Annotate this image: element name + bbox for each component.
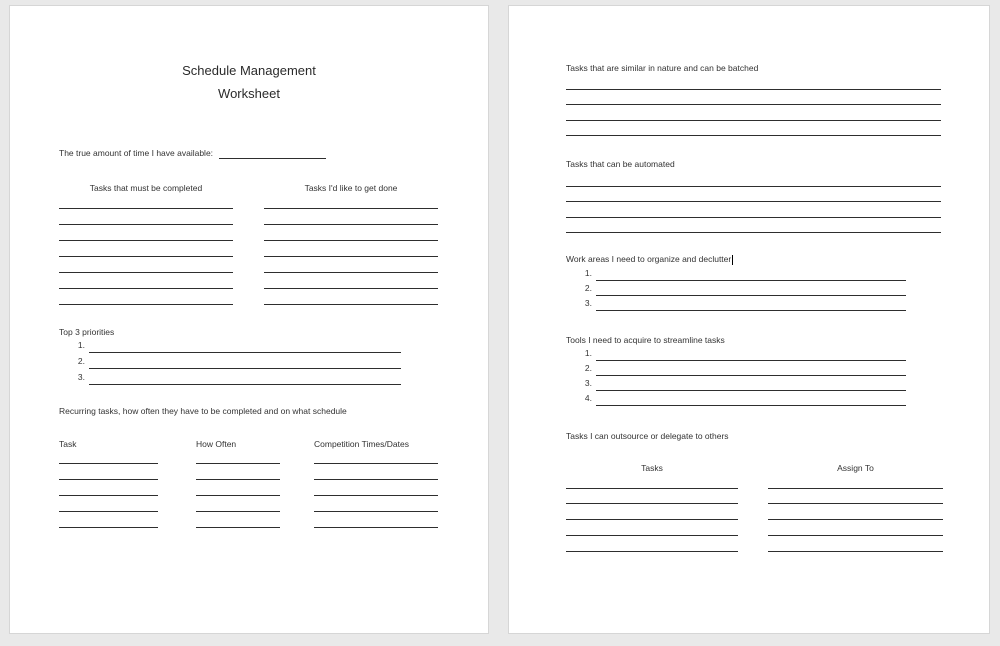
blank-line[interactable] [314, 464, 438, 480]
list-number: 2. [584, 283, 592, 293]
must-complete-lines [59, 193, 233, 305]
blank-line[interactable] [59, 257, 233, 273]
blank-line[interactable] [566, 473, 738, 489]
blank-line[interactable] [566, 171, 941, 187]
like-to-do-lines [264, 193, 438, 305]
blank-line[interactable] [196, 496, 280, 512]
page-2[interactable] [508, 5, 990, 634]
priority-item [74, 354, 401, 369]
blank-line[interactable] [264, 241, 438, 257]
recurring-col-header-how-often: How Often [196, 439, 237, 449]
declutter-item [581, 266, 906, 281]
time-available-row [59, 148, 326, 159]
blank-line[interactable] [264, 193, 438, 209]
list-number: 3. [584, 298, 592, 308]
blank-line[interactable] [59, 496, 158, 512]
document-title-line1: Schedule Management [182, 63, 316, 78]
outsource-col-header-assign-to: Assign To [837, 463, 874, 473]
recurring-times-lines [314, 448, 438, 528]
blank-line[interactable] [59, 512, 158, 528]
outsource-task-lines [566, 473, 738, 552]
blank-line[interactable] [59, 209, 233, 225]
blank-line[interactable] [264, 209, 438, 225]
blank-line[interactable] [768, 536, 943, 552]
blank-line[interactable] [566, 74, 941, 90]
outsource-assign-lines [768, 473, 943, 552]
must-complete-column-header: Tasks that must be completed [89, 183, 203, 193]
blank-line[interactable] [314, 480, 438, 496]
blank-line[interactable] [196, 464, 280, 480]
blank-line[interactable] [566, 489, 738, 505]
priority-item [74, 338, 401, 353]
like-to-do-column-header: Tasks I'd like to get done [304, 183, 398, 193]
recurring-col-header-completion: Competition Times/Dates [314, 439, 409, 449]
list-number: 3. [584, 378, 592, 388]
blank-line[interactable] [59, 241, 233, 257]
recurring-col-header-task: Task [59, 439, 77, 449]
tools-item [581, 361, 906, 376]
blank-line[interactable] [768, 520, 943, 536]
automated-tasks-header: Tasks that can be automated [566, 159, 675, 169]
blank-line[interactable] [596, 281, 906, 296]
blank-line[interactable] [566, 187, 941, 203]
priority-item [74, 370, 401, 385]
blank-line[interactable] [59, 193, 233, 209]
blank-line[interactable] [89, 370, 401, 385]
blank-line[interactable] [314, 496, 438, 512]
blank-line[interactable] [596, 376, 906, 391]
blank-line[interactable] [59, 273, 233, 289]
outsource-col-header-tasks: Tasks [641, 463, 663, 473]
list-number: 2. [77, 356, 85, 366]
list-number: 1. [77, 340, 85, 350]
time-available-blank-field[interactable] [219, 149, 326, 159]
blank-line[interactable] [196, 512, 280, 528]
list-number: 1. [584, 268, 592, 278]
list-number: 3. [77, 372, 85, 382]
blank-line[interactable] [566, 504, 738, 520]
priorities-header: Top 3 priorities [59, 327, 115, 337]
tools-header: Tools I need to acquire to streamline tasks [566, 335, 725, 345]
blank-line[interactable] [59, 480, 158, 496]
automated-tasks-lines [566, 171, 941, 233]
tools-item [581, 376, 906, 391]
tools-item [581, 346, 906, 361]
blank-line[interactable] [264, 289, 438, 305]
blank-line[interactable] [566, 202, 941, 218]
blank-line[interactable] [596, 266, 906, 281]
blank-line[interactable] [89, 354, 401, 369]
blank-line[interactable] [59, 289, 233, 305]
page-1[interactable] [9, 5, 489, 634]
blank-line[interactable] [566, 90, 941, 106]
blank-line[interactable] [566, 536, 738, 552]
outsource-header: Tasks I can outsource or delegate to others [566, 431, 729, 441]
declutter-item [581, 296, 906, 311]
blank-line[interactable] [596, 346, 906, 361]
blank-line[interactable] [264, 225, 438, 241]
blank-line[interactable] [566, 520, 738, 536]
text-cursor [732, 255, 733, 265]
blank-line[interactable] [264, 273, 438, 289]
list-number: 4. [584, 393, 592, 403]
recurring-task-lines [59, 448, 158, 528]
blank-line[interactable] [314, 448, 438, 464]
list-number: 2. [584, 363, 592, 373]
blank-line[interactable] [768, 473, 943, 489]
blank-line[interactable] [314, 512, 438, 528]
blank-line[interactable] [89, 338, 401, 353]
blank-line[interactable] [59, 464, 158, 480]
blank-line[interactable] [596, 296, 906, 311]
blank-line[interactable] [596, 391, 906, 406]
blank-line[interactable] [264, 257, 438, 273]
blank-line[interactable] [566, 121, 941, 137]
batched-tasks-lines [566, 74, 941, 136]
list-number: 1. [584, 348, 592, 358]
declutter-header-row [566, 254, 733, 265]
document-title-line2: Worksheet [218, 86, 280, 101]
blank-line[interactable] [59, 225, 233, 241]
recurring-how-often-lines [196, 448, 280, 528]
blank-line[interactable] [768, 504, 943, 520]
blank-line[interactable] [596, 361, 906, 376]
tools-item [581, 391, 906, 406]
time-available-label: The true amount of time I have available: [59, 148, 214, 158]
batched-tasks-header: Tasks that are similar in nature and can be batched [566, 63, 759, 73]
recurring-tasks-header: Recurring tasks, how often they have to be completed and on what schedule [59, 406, 347, 416]
blank-line[interactable] [566, 105, 941, 121]
blank-line[interactable] [566, 218, 941, 234]
declutter-item [581, 281, 906, 296]
declutter-header: Work areas I need to organize and declutter [566, 254, 732, 264]
blank-line[interactable] [768, 489, 943, 505]
blank-line[interactable] [196, 480, 280, 496]
blank-line[interactable] [59, 448, 158, 464]
blank-line[interactable] [196, 448, 280, 464]
